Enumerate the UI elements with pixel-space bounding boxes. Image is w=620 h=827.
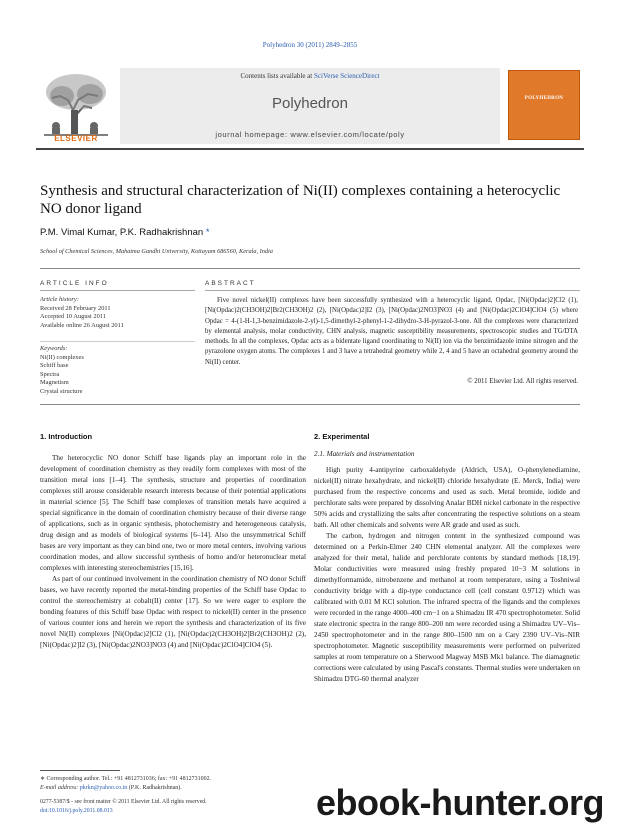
keywords-label: Keywords: <box>40 345 68 352</box>
title-rule <box>40 268 580 269</box>
contents-line <box>120 72 500 80</box>
copyright: © 2011 Elsevier Ltd. All rights reserved. <box>467 378 578 385</box>
journal-title: Polyhedron <box>272 95 348 112</box>
accepted-date: Accepted 10 August 2011 <box>40 313 106 321</box>
watermark: ebook-hunter.org <box>316 782 604 823</box>
authors <box>40 227 210 238</box>
article-title: Synthesis and structural characterization of Ni(II) complexes containing a heterocyclic NO donor ligand <box>40 183 561 217</box>
header-rule <box>36 148 584 150</box>
introduction-heading: 1. Introduction <box>40 432 93 441</box>
issn-line: 0277-5387/$ - see front matter © 2011 Elsevier Ltd. All rights reserved. <box>40 799 207 805</box>
journal-cover-thumbnail <box>508 70 580 140</box>
paragraph: The heterocyclic NO donor Schiff base ligands play an important role in the development of coordination chemistry as they readily form complexes with most of the transition metal ions [1–4]. The synthesis, structure and properties of coordination complexes still arouse considerable research interests because of their potential applications in material science [5]. The Schiff base complexes of transition metals have acquired a special significance in the domain of coordination chemistry because of their diverse range of applications, such as in organic synthesis, photochemistry and heterogeneous catalysis, drug design and as models of biological systems [6–14]. Also the unsymmetrical Schiff bases are very important as they can bind one, two or more metal centers, involving various coordination modes, and allow successful synthesis of homo and/or heteronuclear metal complexes with interesting stereochemistries [15,16]. <box>40 454 306 572</box>
abstract-heading: ABSTRACT <box>205 280 256 287</box>
journal-citation[interactable]: Polyhedron 30 (2011) 2849–2855 <box>262 41 358 49</box>
paragraph: As part of our continued involvement in the coordination chemistry of NO donor Schiff bases, we have recently reported the metal-binding properties of the Schiff base Opdac to control the stereochemistry at cobalt(II) center [17]. So we were eager to explore the bonding features of this Schiff base Opdac with respect to nickel(II) center in the presence of various counter ions and herein we report the synthesis and characterization of its five novel Ni(II) complexes [Ni(Opdac)2]Cl2 (1), [Ni(Opdac)2(CH3OH)2]Br2(CH3OH)2 (2), [Ni(Opdac)2]I2 (3), [Ni(Opdac)2NO3]NO3 (4) and [Ni(Opdac)2ClO4]ClO4 (5). <box>40 575 306 649</box>
keyword: Magnetism <box>40 379 69 387</box>
experimental-heading: 2. Experimental <box>314 432 370 441</box>
email-link[interactable]: pkrkn@yahoo.co.in <box>79 785 128 791</box>
abstract-bottom-rule <box>40 404 580 405</box>
keyword: Ni(II) complexes <box>40 353 84 361</box>
online-date: Available online 26 August 2011 <box>40 321 124 329</box>
elsevier-tree-logo <box>40 70 112 138</box>
journal-homepage[interactable]: journal homepage: www.elsevier.com/locate/poly <box>215 130 405 139</box>
keyword: Schiff base <box>40 362 69 370</box>
paragraph: The carbon, hydrogen and nitrogen content in the synthesized compound was determined on a Perkin-Elmer 240 CHN elemental analyzer. All the complexes were analyzed for their metal, halide and perchlorate contents by standard methods [18,19]. Molar conductivities were measured using freshly prepared 10−3 M solutions in dimethylformamide, nitrobenzene and methanol at room temperature, using a Toshniwal conductivity bridge with a dip-type conductance cell (cell constant 0.9712) which was calibrated with 0.01 M KCl solution. The infrared spectra of the ligands and the complexes were recorded in the range 4000–400 cm−1 on a Shimadzu IR 470 spectrophotometer. Solid state electronic spectra in the range 800–200 nm were recorded using a Shimadzu UV–Vis–2450 spectrophotometer and in the range 800–1500 nm on a Cary 2390 UV–Vis–NIR spectrophotometer. Magnetic susceptibility measurements were performed on pulverized samples at room temperature on a Sherwood Magway MSB Mk1 balance. The diamagnetic corrections were calculated by using Pascal's constants. Thermal studies were undertaken on Shimadzu DTG-60 thermal analyzer <box>314 532 580 683</box>
article-info-rule <box>40 290 195 291</box>
corresponding-author-mark[interactable]: * <box>205 227 210 238</box>
corresponding-author-note: ∗ Corresponding author. Tel.: +91 4812731036; fax: +91 4812731002. <box>40 776 212 782</box>
keyword: Spectra <box>40 370 60 378</box>
keyword: Crystal structure <box>40 387 83 395</box>
cover-title: POLYHEDRON <box>524 96 564 101</box>
affiliation: School of Chemical Sciences, Mahatma Gandhi University, Kottayam 686560, Kerala, India <box>40 248 273 255</box>
doi-link[interactable]: doi:10.1016/j.poly.2011.08.013 <box>40 808 113 814</box>
corresponding-footnote <box>40 775 306 793</box>
experimental-body <box>314 465 580 685</box>
contents-prefix: Contents lists available at <box>240 72 314 80</box>
keywords-rule <box>40 341 195 342</box>
abstract-rule <box>205 290 580 291</box>
abstract-text: Five novel nickel(II) complexes have been successfully synthesized with a heterocyclic ligand, Opdac, [Ni(Opdac)2]Cl2 (1), [Ni(Opdac)2(CH3OH)2]Br2(CH3OH)2 (2), [Ni(Opdac)2]I2 (3), [Ni(Opdac)2NO3]NO3 (4) and [Ni(Opdac)2ClO4]ClO4 (5) where Opdac = 4-(1-H-1,3-benzimidazole-2-yl)-1,5-dimethyl-2-phenyl-1-2-dihydro-3-H-pyrazol-3-one. All the complexes were characterized by elemental analysis, molar conductivity, CHN analysis, magnetic susceptibility measurements, spectroscopic studies and TG/DTA methods. In all the complexes, Opdac acts as a bidentate ligand coordinating to Ni(II) ion via the benzimidazole imine nitrogen and the pyrazolone oxygen atoms. The complexes 1 and 3 have a tetrahedral geometry while 2, 4 and 5 have an octahedral geometry around the Ni(II) center. <box>205 297 578 366</box>
sciencedirect-link[interactable]: SciVerse ScienceDirect <box>314 72 380 80</box>
email-label: E-mail address: <box>40 785 80 791</box>
article-info-heading: ARTICLE INFO <box>40 280 109 287</box>
materials-subheading: 2.1. Materials and instrumentation <box>314 450 415 458</box>
email-suffix: (P.K. Radhakrishnan). <box>127 785 182 791</box>
front-matter <box>40 798 340 816</box>
introduction-body <box>40 453 306 651</box>
footnote-rule <box>40 770 120 771</box>
received-date: Received 28 February 2011 <box>40 304 111 312</box>
publisher-name: ELSEVIER <box>54 134 98 143</box>
keywords <box>40 345 195 397</box>
article-history <box>40 296 195 330</box>
history-label: Article history: <box>40 296 79 303</box>
author-names: P.M. Vimal Kumar, P.K. Radhakrishnan <box>40 227 204 238</box>
paragraph: High purity 4-antipyrine carboxaldehyde (Aldrich, USA), O-phenylenediamine, nickel(II) nitrate hexahydrate, and nickel(II) chloride hexahydrate (E. Merck, India) were purchased from the respective concerns and used as such. Metal bromide, iodide and perchlorate salts were prepared by dissolving Analar BDH nickel carbonate in the respective 50% acids and crystallizing the salts after concentrating the respective solutions on a steam bath. All other chemicals and solvents were AR grade and used as such. <box>314 466 580 529</box>
